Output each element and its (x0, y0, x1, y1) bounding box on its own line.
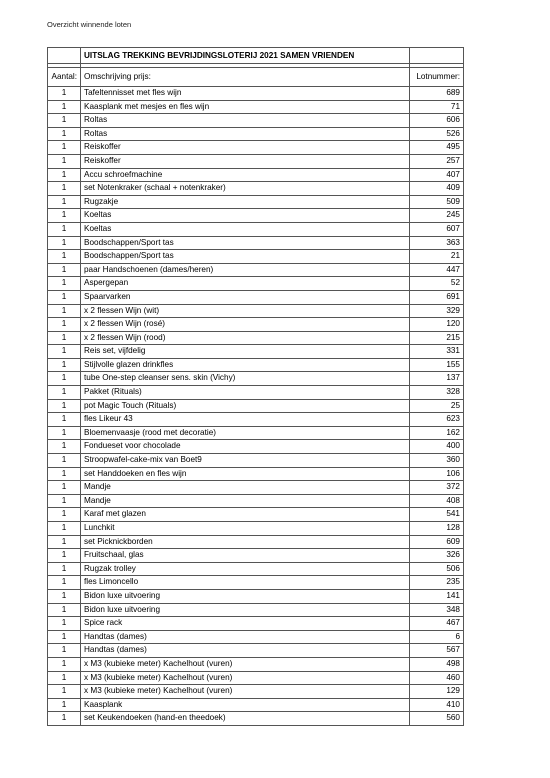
table-row (48, 345, 464, 359)
table-row (48, 154, 464, 168)
row-qty: 1 (48, 467, 81, 481)
table-title: UITSLAG TREKKING BEVRIJDINGSLOTERIJ 2021 SAMEN VRIENDEN (81, 48, 410, 64)
row-lot-number: 257 (410, 154, 464, 168)
table-row (48, 549, 464, 563)
row-description: Stroopwafel-cake-mix van Boet9 (81, 454, 410, 468)
row-qty: 1 (48, 209, 81, 223)
column-header-row (48, 68, 464, 87)
row-lot-number: 21 (410, 250, 464, 264)
column-header-lot: Lotnummer: (410, 68, 464, 87)
row-description: x 2 flessen Wijn (wit) (81, 304, 410, 318)
row-description: Reis set, vijfdelig (81, 345, 410, 359)
row-description: Reiskoffer (81, 154, 410, 168)
row-qty: 1 (48, 386, 81, 400)
row-qty: 1 (48, 685, 81, 699)
row-lot-number: 106 (410, 467, 464, 481)
row-lot-number: 360 (410, 454, 464, 468)
row-description: Fondueset voor chocolade (81, 440, 410, 454)
row-lot-number: 526 (410, 127, 464, 141)
row-lot-number: 607 (410, 222, 464, 236)
row-description: x 2 flessen Wijn (rood) (81, 331, 410, 345)
row-description: Boodschappen/Sport tas (81, 250, 410, 264)
row-description: paar Handschoenen (dames/heren) (81, 263, 410, 277)
column-header-description: Omschrijving prijs: (81, 68, 410, 87)
table-row (48, 222, 464, 236)
table-row (48, 535, 464, 549)
row-lot-number: 467 (410, 617, 464, 631)
row-description: Karaf met glazen (81, 508, 410, 522)
row-lot-number: 155 (410, 358, 464, 372)
row-lot-number: 447 (410, 263, 464, 277)
row-description: x M3 (kubieke meter) Kachelhout (vuren) (81, 657, 410, 671)
table-row (48, 358, 464, 372)
table-row (48, 100, 464, 114)
row-lot-number: 71 (410, 100, 464, 114)
row-description: Roltas (81, 114, 410, 128)
table-row (48, 712, 464, 726)
row-description: Kaasplank met mesjes en fles wijn (81, 100, 410, 114)
row-qty: 1 (48, 617, 81, 631)
row-description: Accu schroefmachine (81, 168, 410, 182)
row-qty: 1 (48, 644, 81, 658)
table-row (48, 481, 464, 495)
row-qty: 1 (48, 454, 81, 468)
row-qty: 1 (48, 522, 81, 536)
row-lot-number: 408 (410, 494, 464, 508)
row-qty: 1 (48, 576, 81, 590)
row-description: Mandje (81, 494, 410, 508)
table-row (48, 426, 464, 440)
row-lot-number: 129 (410, 685, 464, 699)
row-description: Koeltas (81, 209, 410, 223)
row-lot-number: 137 (410, 372, 464, 386)
row-qty: 1 (48, 440, 81, 454)
row-lot-number: 410 (410, 698, 464, 712)
column-header-qty: Aantal: (48, 68, 81, 87)
row-description: Pakket (Rituals) (81, 386, 410, 400)
row-description: Rugzakje (81, 195, 410, 209)
row-description: Kaasplank (81, 698, 410, 712)
table-row (48, 277, 464, 291)
row-qty: 1 (48, 630, 81, 644)
row-qty: 1 (48, 263, 81, 277)
row-qty: 1 (48, 318, 81, 332)
row-qty: 1 (48, 712, 81, 726)
table-row (48, 250, 464, 264)
row-description: Koeltas (81, 222, 410, 236)
row-lot-number: 689 (410, 87, 464, 101)
row-lot-number: 6 (410, 630, 464, 644)
row-qty: 1 (48, 413, 81, 427)
row-qty: 1 (48, 290, 81, 304)
row-qty: 1 (48, 114, 81, 128)
table-row (48, 331, 464, 345)
row-lot-number: 506 (410, 562, 464, 576)
table-row (48, 589, 464, 603)
row-qty: 1 (48, 481, 81, 495)
row-qty: 1 (48, 589, 81, 603)
table-row (48, 494, 464, 508)
table-row (48, 236, 464, 250)
table-row (48, 318, 464, 332)
table-row (48, 87, 464, 101)
row-qty: 1 (48, 141, 81, 155)
row-lot-number: 623 (410, 413, 464, 427)
table-row (48, 182, 464, 196)
row-lot-number: 691 (410, 290, 464, 304)
row-qty: 1 (48, 100, 81, 114)
row-qty: 1 (48, 426, 81, 440)
row-lot-number: 120 (410, 318, 464, 332)
row-qty: 1 (48, 236, 81, 250)
row-description: Bloemenvaasje (rood met decoratie) (81, 426, 410, 440)
row-qty: 1 (48, 603, 81, 617)
row-lot-number: 348 (410, 603, 464, 617)
row-qty: 1 (48, 535, 81, 549)
table-row (48, 630, 464, 644)
table-row (48, 440, 464, 454)
row-lot-number: 509 (410, 195, 464, 209)
row-description: Bidon luxe uitvoering (81, 603, 410, 617)
row-lot-number: 495 (410, 141, 464, 155)
row-description: Mandje (81, 481, 410, 495)
row-qty: 1 (48, 331, 81, 345)
table-row (48, 454, 464, 468)
row-qty: 1 (48, 195, 81, 209)
table-row (48, 657, 464, 671)
row-qty: 1 (48, 222, 81, 236)
row-description: set Keukendoeken (hand-en theedoek) (81, 712, 410, 726)
row-qty: 1 (48, 358, 81, 372)
row-qty: 1 (48, 250, 81, 264)
row-lot-number: 541 (410, 508, 464, 522)
row-lot-number: 560 (410, 712, 464, 726)
row-qty: 1 (48, 494, 81, 508)
table-row (48, 386, 464, 400)
row-lot-number: 329 (410, 304, 464, 318)
row-description: x M3 (kubieke meter) Kachelhout (vuren) (81, 671, 410, 685)
row-qty: 1 (48, 372, 81, 386)
row-description: pot Magic Touch (Rituals) (81, 399, 410, 413)
table-row (48, 114, 464, 128)
row-qty: 1 (48, 508, 81, 522)
row-lot-number: 328 (410, 386, 464, 400)
row-qty: 1 (48, 304, 81, 318)
row-lot-number: 498 (410, 657, 464, 671)
row-qty: 1 (48, 345, 81, 359)
row-description: Rugzak trolley (81, 562, 410, 576)
row-qty: 1 (48, 671, 81, 685)
row-description: Handtas (dames) (81, 644, 410, 658)
row-description: Roltas (81, 127, 410, 141)
row-description: fles Likeur 43 (81, 413, 410, 427)
row-lot-number: 609 (410, 535, 464, 549)
row-qty: 1 (48, 154, 81, 168)
row-qty: 1 (48, 87, 81, 101)
title-row (48, 48, 464, 64)
table-row (48, 698, 464, 712)
row-description: Boodschappen/Sport tas (81, 236, 410, 250)
row-qty: 1 (48, 549, 81, 563)
row-lot-number: 567 (410, 644, 464, 658)
row-lot-number: 331 (410, 345, 464, 359)
table-row (48, 290, 464, 304)
row-lot-number: 606 (410, 114, 464, 128)
page-header: Overzicht winnende loten (47, 20, 132, 29)
row-qty: 1 (48, 657, 81, 671)
table-row (48, 671, 464, 685)
row-qty: 1 (48, 698, 81, 712)
table-row (48, 209, 464, 223)
row-qty: 1 (48, 277, 81, 291)
row-description: fles Limoncello (81, 576, 410, 590)
table-row (48, 413, 464, 427)
row-description: tube One-step cleanser sens. skin (Vichy) (81, 372, 410, 386)
title-blank-cell (48, 48, 81, 64)
row-lot-number: 245 (410, 209, 464, 223)
row-qty: 1 (48, 127, 81, 141)
table-row (48, 576, 464, 590)
table-row (48, 399, 464, 413)
table-row (48, 685, 464, 699)
row-lot-number: 235 (410, 576, 464, 590)
row-description: x 2 flessen Wijn (rosé) (81, 318, 410, 332)
row-description: Fruitschaal, glas (81, 549, 410, 563)
table-row (48, 467, 464, 481)
row-lot-number: 215 (410, 331, 464, 345)
table-row (48, 644, 464, 658)
row-description: Bidon luxe uitvoering (81, 589, 410, 603)
row-description: Stijlvolle glazen drinkfles (81, 358, 410, 372)
row-lot-number: 52 (410, 277, 464, 291)
row-lot-number: 400 (410, 440, 464, 454)
table-row (48, 562, 464, 576)
row-lot-number: 162 (410, 426, 464, 440)
row-description: set Picknickborden (81, 535, 410, 549)
table-row (48, 195, 464, 209)
row-lot-number: 25 (410, 399, 464, 413)
table-row (48, 141, 464, 155)
table-row (48, 372, 464, 386)
row-description: Spaarvarken (81, 290, 410, 304)
table-row (48, 522, 464, 536)
row-description: Tafeltennisset met fles wijn (81, 87, 410, 101)
row-lot-number: 407 (410, 168, 464, 182)
row-lot-number: 128 (410, 522, 464, 536)
row-qty: 1 (48, 168, 81, 182)
results-table (47, 47, 464, 726)
row-description: Lunchkit (81, 522, 410, 536)
row-description: set Notenkraker (schaal + notenkraker) (81, 182, 410, 196)
row-description: Handtas (dames) (81, 630, 410, 644)
row-lot-number: 409 (410, 182, 464, 196)
table-row (48, 508, 464, 522)
row-description: Spice rack (81, 617, 410, 631)
title-blank-cell-right (410, 48, 464, 64)
row-description: Aspergepan (81, 277, 410, 291)
row-lot-number: 363 (410, 236, 464, 250)
row-description: Reiskoffer (81, 141, 410, 155)
row-description: x M3 (kubieke meter) Kachelhout (vuren) (81, 685, 410, 699)
row-description: set Handdoeken en fles wijn (81, 467, 410, 481)
row-lot-number: 326 (410, 549, 464, 563)
table-row (48, 127, 464, 141)
row-qty: 1 (48, 182, 81, 196)
table-row (48, 168, 464, 182)
row-qty: 1 (48, 562, 81, 576)
table-row (48, 603, 464, 617)
table-row (48, 263, 464, 277)
row-lot-number: 372 (410, 481, 464, 495)
row-qty: 1 (48, 399, 81, 413)
table-row (48, 304, 464, 318)
row-lot-number: 460 (410, 671, 464, 685)
row-lot-number: 141 (410, 589, 464, 603)
table-row (48, 617, 464, 631)
